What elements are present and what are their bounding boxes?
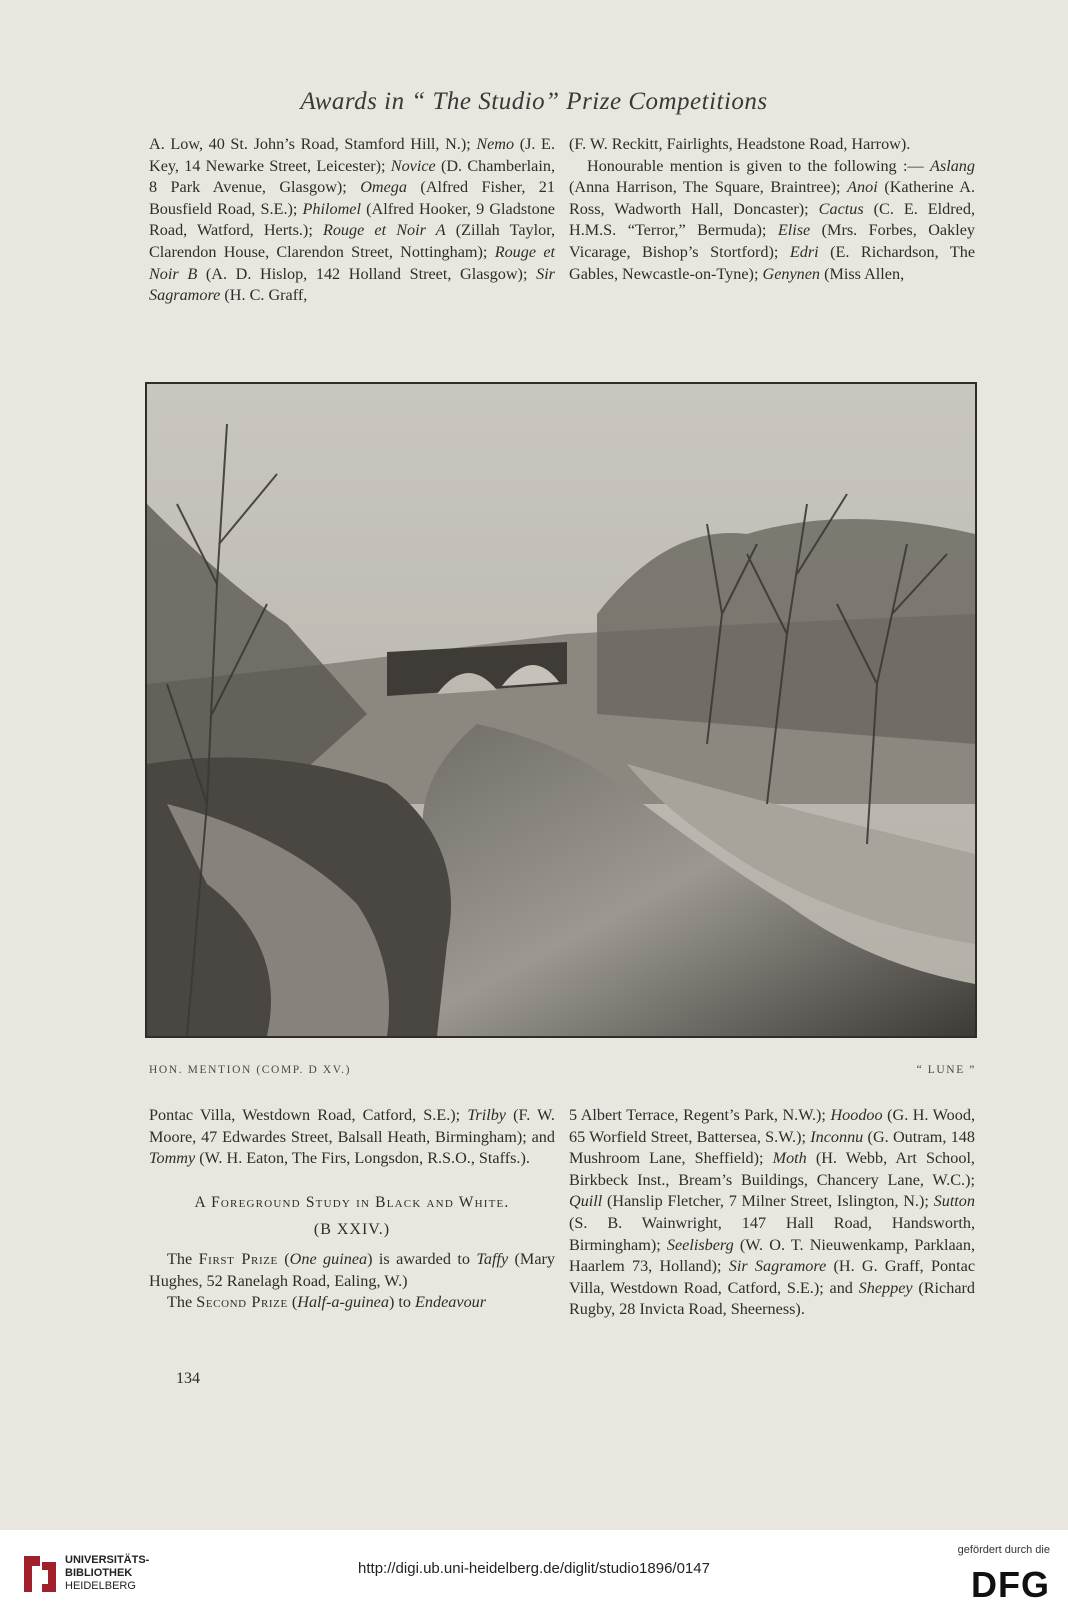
text-run: Pontac Villa, Westdown Road, Catford, S.E.); (149, 1106, 468, 1124)
pseudonym: Sir Sagramore (149, 264, 555, 305)
bottom-right-column (569, 1105, 975, 1321)
text-run: ) is awarded to (367, 1249, 477, 1268)
top-left-column (149, 134, 555, 307)
running-head: Awards in “ The Studio” Prize Competitions (300, 88, 768, 115)
text-run: (J. E. Key, 14 Newarke Street, Leicester); (149, 135, 555, 175)
pseudonym: Rouge et Noir A (322, 221, 446, 240)
text-run: (Anna Harrison, The Square, Braintree); (569, 178, 848, 197)
pseudonym: Inconnu (810, 1127, 864, 1146)
text-run: ) to (388, 1293, 416, 1312)
permalink-url[interactable]: http://digi.ub.uni-heidelberg.de/diglit/studio1896/0147 (358, 1560, 710, 1577)
pseudonym: Taffy (476, 1249, 509, 1268)
pseudonym: Sir Sagramore (728, 1257, 827, 1276)
text-run: (H. C. Graff, (220, 286, 308, 305)
pseudonym: Nemo (476, 135, 515, 153)
pseudonym: Sheppey (858, 1278, 913, 1297)
text-run: The (167, 1293, 197, 1312)
text-run: (Zillah Taylor, Clarendon House, Clarendon Street, Nottingham); (149, 221, 555, 261)
funded-by-label: gefördert durch die (957, 1544, 1050, 1556)
text-run: (H. G. Graff, Pontac Villa, Westdown Road, Catford, S.E.); and (569, 1257, 976, 1297)
prize-label: Second Prize (196, 1293, 288, 1312)
pseudonym: Trilby (467, 1106, 506, 1124)
text-run: (Richard Rugby, 28 Invicta Road, Sheerness). (569, 1278, 975, 1319)
section-heading: A Foreground Study in Black and White. (194, 1193, 510, 1211)
pseudonym: Tommy (149, 1149, 196, 1168)
pseudonym: Seelisberg (666, 1235, 734, 1254)
text-run: (H. Webb, Art School, Birkbeck Inst., Bream’s Buildings, Chancery Lane, W.C.); (569, 1149, 975, 1189)
text-run: (Mary Hughes, 52 Ranelagh Road, Ealing, W.) (149, 1249, 555, 1290)
pseudonym: Genynen (762, 264, 821, 283)
text-run: (Alfred Hooker, 9 Gladstone Road, Watford, Herts.); (149, 199, 555, 240)
text-run: (F. W. Moore, 47 Edwardes Street, Balsall Heath, Birmingham); and (149, 1106, 555, 1146)
digitization-footer (0, 1530, 1068, 1615)
text-run: ( (277, 1249, 290, 1268)
pseudonym: Anoi (847, 178, 878, 197)
pseudonym: Rouge et Noir B (149, 242, 555, 283)
text-run: 5 Albert Terrace, Regent’s Park, N.W.); (569, 1106, 831, 1124)
text-run: Honourable mention is given to the following :— (587, 156, 931, 175)
text-run: (S. B. Wainwright, 147 Hall Road, Handsworth, Birmingham); (569, 1213, 975, 1254)
text-run: (G. H. Wood, 65 Worfield Street, Battersea, S.W.); (569, 1106, 975, 1146)
text-run: The (167, 1249, 199, 1268)
library-name-line-1: UNIVERSITÄTS- (65, 1554, 150, 1566)
text-run: (A. D. Hislop, 142 Holland Street, Glasgow); (197, 264, 537, 283)
pseudonym: Endeavour (415, 1293, 487, 1312)
text-run: (Hanslip Fletcher, 7 Milner Street, Islington, N.); (602, 1192, 934, 1211)
paragraph (149, 134, 555, 307)
text-run: (D. Chamberlain, 8 Park Avenue, Glasgow); (149, 156, 555, 197)
text-run: (F. W. Reckitt, Fairlights, Headstone Road, Harrow). (569, 135, 911, 153)
pseudonym: Hoodoo (830, 1106, 883, 1124)
photo-caption-left: HON. MENTION (COMP. D XV.) (149, 1064, 352, 1076)
paragraph (569, 156, 975, 286)
text-run: (E. Richardson, The Gables, Newcastle-on-Tyne); (569, 242, 975, 283)
pseudonym: Omega (360, 178, 407, 197)
paragraph (569, 1105, 975, 1321)
pseudonym: Sutton (933, 1192, 975, 1211)
text-run: (W. O. T. Nieuwenkamp, Parklaan, Haarlem 73, Holland); (569, 1235, 976, 1276)
pseudonym: Moth (772, 1149, 807, 1168)
text-run: (Katherine A. Ross, Wadworth Hall, Doncaster); (569, 178, 975, 218)
top-right-column (569, 134, 975, 285)
text-run: (Miss Allen, (820, 264, 905, 283)
dfg-logo: DFG (971, 1564, 1050, 1605)
text-run: (Alfred Fisher, 21 Bousfield Road, S.E.); (149, 178, 555, 218)
pseudonym: Edri (789, 242, 819, 261)
section-subheading: (B XXIV.) (313, 1221, 391, 1239)
pseudonym: Elise (777, 221, 811, 240)
pseudonym: Philomel (302, 199, 361, 218)
text-run: A. Low, 40 St. John’s Road, Stamford Hill, N.); (149, 135, 477, 153)
text-run: (G. Outram, 148 Mushroom Lane, Sheffield); (569, 1127, 975, 1168)
pseudonym: Quill (569, 1192, 603, 1211)
lune-photograph (145, 382, 977, 1038)
text-run: (Mrs. Forbes, Oakley Vicarage, Bishop’s Stortford); (569, 221, 975, 261)
bottom-left-column (149, 1105, 555, 1314)
pseudonym: One guinea (289, 1249, 368, 1268)
page-number: 134 (176, 1370, 200, 1387)
pseudonym: Half-a-guinea (297, 1293, 389, 1312)
paragraph (149, 1105, 555, 1170)
photo-caption-right: “ LUNE ” (916, 1064, 976, 1076)
pseudonym: Aslang (930, 156, 975, 175)
pseudonym: Novice (390, 156, 436, 175)
text-run: (C. E. Eldred, H.M.S. “Terror,” Bermuda); (569, 199, 975, 240)
pseudonym: Cactus (818, 199, 864, 218)
library-name-line-2: BIBLIOTHEK (65, 1567, 133, 1579)
text-run: ( (287, 1293, 298, 1312)
paragraph (149, 1292, 555, 1314)
paragraph (149, 1249, 555, 1292)
library-name-line-3: HEIDELBERG (65, 1580, 136, 1592)
prize-label: First Prize (198, 1249, 278, 1268)
paragraph (569, 134, 975, 156)
text-run: (W. H. Eaton, The Firs, Longsdon, R.S.O., Staffs.). (195, 1149, 530, 1168)
